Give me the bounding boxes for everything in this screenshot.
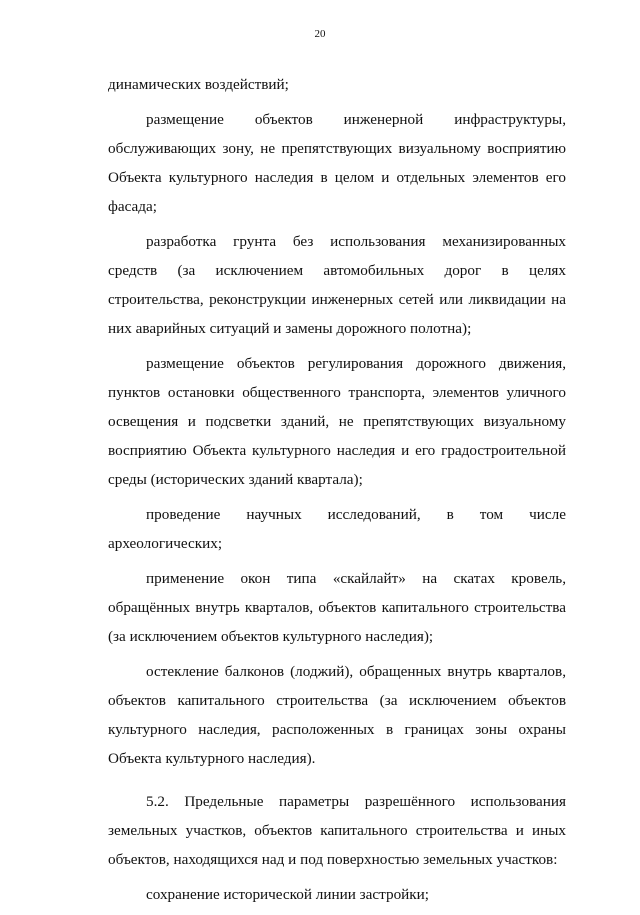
- paragraph-traffic-regulation: размещение объектов регулирования дорожного движения, пунктов остановки общественного транспорта, элементов уличного освещения и подсветки зданий, не препятствующих визуальному восприятию Объекта культурного наследия и его градостроительной среды (исторических зданий квартала);: [108, 355, 566, 488]
- paragraph-engineering-infrastructure: размещение объектов инженерной инфраструктуры, обслуживающих зону, не препятствующих визуальному восприятию Объекта культурного наследия в целом и отдельных элементов его фасада;: [108, 111, 566, 215]
- paragraph-scientific-research: проведение научных исследований, в том числе археологических;: [108, 506, 566, 552]
- paragraph-section-5-2: 5.2. Предельные параметры разрешённого использования земельных участков, объектов капитального строительства и иных объектов, находящихся над и под поверхностью земельных участков:: [108, 793, 566, 868]
- paragraph-balcony-glazing: остекление балконов (лоджий), обращенных внутрь кварталов, объектов капитального строительства (за исключением объектов культурного наследия, расположенных в границах зоны охраны Объекта культурного наследия).: [108, 663, 566, 767]
- paragraph-soil-development: разработка грунта без использования механизированных средств (за исключением автомобильных дорог в целях строительства, реконструкции инженерных сетей или ликвидации на них аварийных ситуаций и замены дорожного полотна);: [108, 233, 566, 337]
- page-number: 20: [314, 28, 326, 40]
- paragraph-dynamic-impacts: динамических воздействий;: [108, 76, 289, 93]
- document-body: [108, 70, 566, 915]
- paragraph-skylight-windows: применение окон типа «скайлайт» на скатах кровель, обращённых внутрь кварталов, объектов капитального строительства (за исключением объектов культурного наследия);: [108, 570, 566, 645]
- paragraph-historic-building-line: сохранение исторической линии застройки;: [146, 886, 430, 903]
